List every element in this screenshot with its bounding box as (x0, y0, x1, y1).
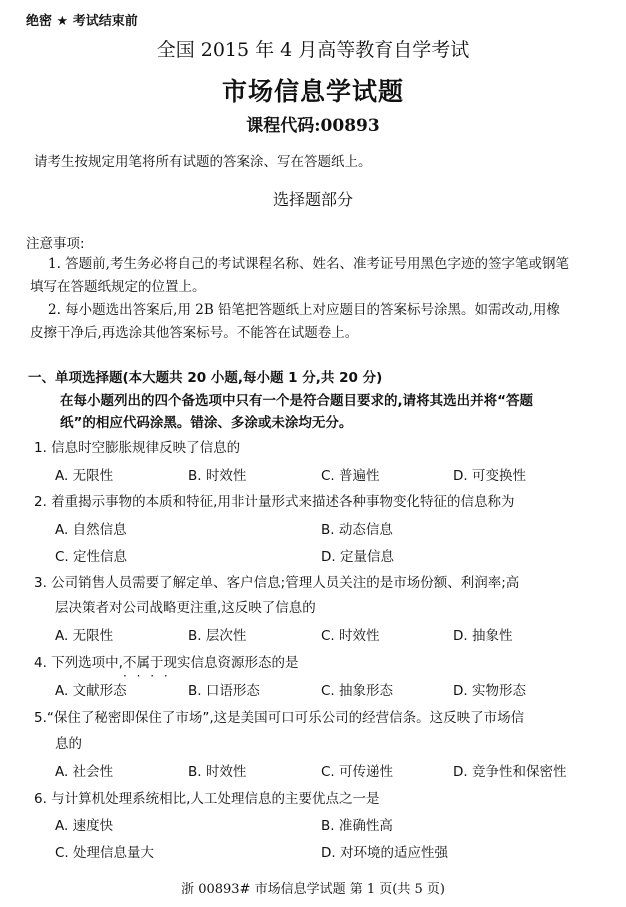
option: C. 可传递性 (321, 764, 394, 780)
option: D. 抽象性 (453, 628, 513, 644)
course-code: 课程代码:00893 (246, 116, 380, 136)
page-footer: 浙 00893# 市场信息学试题 第 1 页(共 5 页) (181, 882, 445, 897)
option: C. 抽象形态 (321, 683, 394, 699)
notice-line: 1. 答题前,考生务必将自己的考试课程名称、姓名、准考证号用黑色字迹的签字笔或钢笔 (48, 256, 569, 272)
option: A. 社会性 (55, 764, 114, 780)
option: D. 竞争性和保密性 (453, 764, 567, 780)
question-stem-continued: 息的 (55, 736, 82, 752)
section-heading: 一、单项选择题(本大题共 20 小题,每小题 1 分,共 20 分) (28, 370, 383, 386)
question-stem: 2. 着重揭示事物的本质和特征,用非计量形式来描述各种事物变化特征的信息称为 (34, 494, 515, 510)
notice-line: 皮擦干净后,再选涂其他答案标号。不能答在试题卷上。 (30, 325, 359, 341)
question-stem: 3. 公司销售人员需要了解定单、客户信息;管理人员关注的是市场份额、利润率;高 (34, 575, 520, 591)
option: B. 准确性高 (321, 818, 393, 834)
question-stem: 6. 与计算机处理系统相比,人工处理信息的主要优点之一是 (34, 791, 380, 807)
option: D. 可变换性 (453, 468, 526, 484)
option: B. 时效性 (188, 764, 247, 780)
option: C. 定性信息 (55, 549, 128, 565)
question-stem (34, 651, 298, 671)
notice-line: 2. 每小题选出答案后,用 2B 铅笔把答题纸上对应题目的答案标号涂黑。如需改动,用橡 (48, 302, 560, 318)
option: B. 口语形态 (188, 683, 260, 699)
question-stem: 1. 信息时空膨胀规律反映了信息的 (34, 440, 241, 456)
question-stem-prefix: 4. 下列选项中, (34, 655, 123, 671)
option: B. 时效性 (188, 468, 247, 484)
option: D. 实物形态 (453, 683, 526, 699)
option: C. 时效性 (321, 628, 380, 644)
notice-line: 填写在答题纸规定的位置上。 (30, 279, 206, 295)
notice-title: 注意事项: (26, 236, 85, 252)
exam-title: 全国 2015 年 4 月高等教育自学考试 (156, 39, 470, 61)
option: C. 普遍性 (321, 468, 380, 484)
option: A. 无限性 (55, 628, 114, 644)
option: B. 动态信息 (321, 522, 393, 538)
question-stem: 5.“保住了秘密即保住了市场”,这是美国可口可乐公司的经营信条。这反映了市场信 (34, 710, 525, 726)
option: D. 定量信息 (321, 549, 394, 565)
option: A. 自然信息 (55, 522, 127, 538)
option: C. 处理信息量大 (55, 845, 155, 861)
option: A. 速度快 (55, 818, 114, 834)
intro-instruction: 请考生按规定用笔将所有试题的答案涂、写在答题纸上。 (34, 154, 372, 170)
option: B. 层次性 (188, 628, 247, 644)
question-stem-suffix: 现实信息资源形态的是 (163, 655, 299, 671)
section-description: 在每小题列出的四个备选项中只有一个是符合题目要求的,请将其选出并将“答题 (60, 393, 533, 409)
option: D. 对环境的适应性强 (321, 845, 448, 861)
emphasized-text: 不属于 · · · · (123, 655, 164, 671)
question-stem-continued: 层决策者对公司战略更注重,这反映了信息的 (55, 600, 316, 616)
option: A. 文献形态 (55, 683, 127, 699)
part-title: 选择题部分 (272, 190, 353, 209)
secret-mark: 绝密 ★ 考试结束前 (26, 14, 138, 29)
section-description: 纸”的相应代码涂黑。错涂、多涂或未涂均无分。 (60, 415, 353, 431)
subject-title: 市场信息学试题 (221, 77, 404, 106)
option: A. 无限性 (55, 468, 114, 484)
